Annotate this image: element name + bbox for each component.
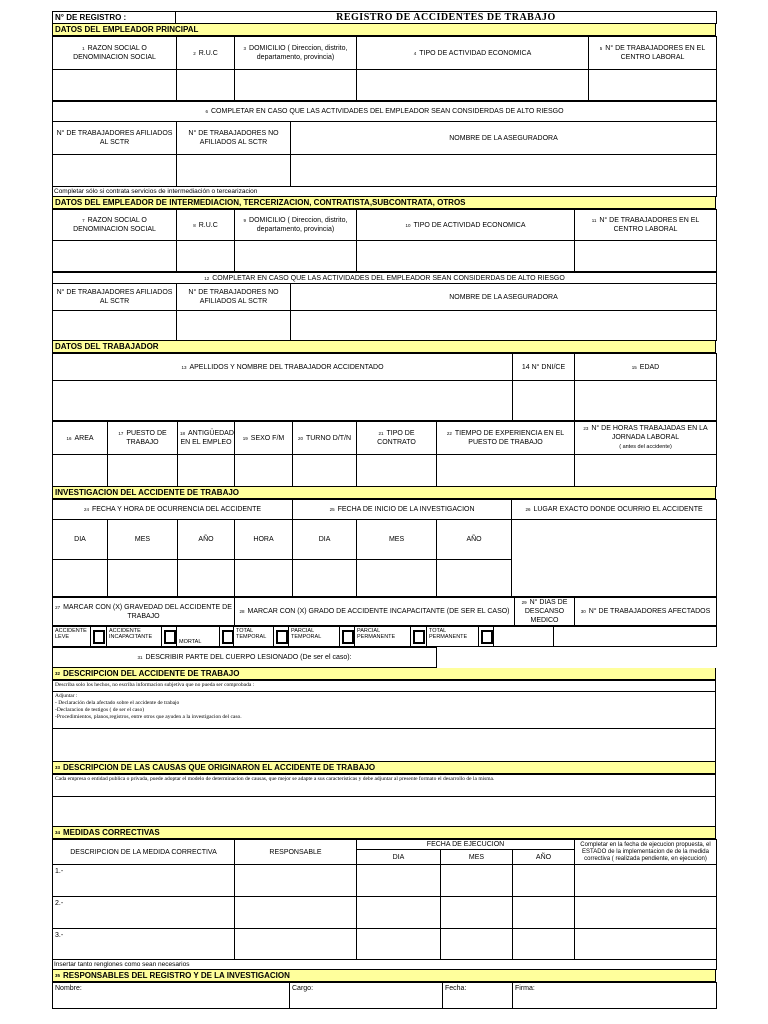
- section-title-investigacion: INVESTIGACION DEL ACCIDENTE DE TRABAJO: [52, 487, 716, 499]
- area-label: $^{16}$ AREA: [53, 422, 108, 455]
- afectados-label: $^{30}$ N° DE TRABAJADORES AFECTADOS: [575, 598, 717, 626]
- field-actividad: $^4$ TIPO DE ACTIVIDAD ECONOMICA: [357, 37, 589, 70]
- accident-register-form: [52, 11, 716, 1009]
- adjuntar-line-0: Adjuntar :: [55, 693, 78, 699]
- input-edad[interactable]: [575, 381, 717, 421]
- descripcion-table: [52, 680, 716, 762]
- section-title-descripcion: $^{32}$ DESCRIPCION DEL ACCIDENTE DE TRABAJO: [52, 668, 716, 680]
- contrato-label: $^{21}$ TIPO DE CONTRATO: [357, 422, 437, 455]
- dni-label: 14 N° DNI/CE: [513, 354, 575, 381]
- input-mes-1[interactable]: [441, 865, 513, 897]
- medida-anio-header: AÑO: [513, 850, 575, 865]
- input-sctr-afiliados[interactable]: [53, 155, 177, 187]
- input-estado-2[interactable]: [575, 897, 717, 929]
- aseguradora-label: NOMBRE DE LA ASEGURADORA: [291, 122, 717, 155]
- medida-row-1[interactable]: 1.-: [53, 865, 235, 897]
- input-aseguradora-2[interactable]: [291, 311, 717, 341]
- input-area[interactable]: [53, 455, 108, 487]
- checkbox-accidente-incapacitante[interactable]: [162, 627, 177, 647]
- checkbox-total-temporal-box[interactable]: [276, 630, 288, 644]
- input-hora[interactable]: [235, 560, 293, 597]
- section-title-intermediacion: DATOS DEL EMPLEADOR DE INTERMEDIACION, TERCERIZACION, CONTRATISTA,SUBCONTRATA, OTROS: [52, 197, 716, 209]
- input-afectados[interactable]: [554, 627, 717, 647]
- section-title-empleador-principal: DATOS DEL EMPLEADOR PRINCIPAL: [52, 24, 716, 36]
- fecha-ocurrencia-label: $^{24}$ FECHA Y HORA DE OCURRENCIA DEL ACCIDENTE: [53, 500, 293, 520]
- field-domicilio-2: $^9$ DOMICILIO ( Direccion, distrito, departamento, provincia): [235, 210, 357, 241]
- form-header: [52, 11, 717, 24]
- medida-row-2[interactable]: 2.-: [53, 897, 235, 929]
- empleador-alto-riesgo-table: [52, 101, 717, 197]
- input-anio-2[interactable]: [513, 897, 575, 929]
- col-anio: AÑO: [178, 520, 235, 560]
- adjuntar-line-1: - Declaración dela afectado sobre el accidente de trabajo: [55, 700, 180, 706]
- input-domicilio[interactable]: [235, 70, 357, 101]
- option-total-temporal: TOTAL TEMPORAL: [234, 627, 274, 647]
- medida-row-3[interactable]: 3.-: [53, 929, 235, 960]
- registro-label: N° DE REGISTRO :: [53, 12, 176, 24]
- field-num-trabajadores-2: $^{11}$ N° DE TRABAJADORES EN EL CENTRO LABORAL: [575, 210, 717, 241]
- checkbox-parcial-temporal[interactable]: [340, 627, 355, 647]
- input-responsable-1[interactable]: [235, 865, 357, 897]
- medidas-footnote: Insertar tanto renglones como sean necesarios: [53, 960, 717, 970]
- option-parcial-permanente: PARCIAL PERMANENTE: [355, 627, 411, 647]
- option-mortal: MORTAL: [177, 627, 220, 647]
- firma-field[interactable]: Firma:: [513, 983, 717, 1009]
- form-title: REGISTRO DE ACCIDENTES DE TRABAJO: [176, 12, 717, 24]
- medida-fecha-header: FECHA DE EJECUCION: [357, 840, 575, 850]
- cargo-field[interactable]: Cargo:: [290, 983, 443, 1009]
- input-mes-inicio[interactable]: [357, 560, 437, 597]
- adjuntar-line-2: -Declaracion de testigos ( de ser el caso): [55, 707, 145, 713]
- input-dni[interactable]: [513, 381, 575, 421]
- gravedad-table: [52, 597, 717, 626]
- field-domicilio: $^3$ DOMICILIO ( Direccion, distrito, departamento, provincia): [235, 37, 357, 70]
- causas-text: Cada empresa o entidad publica o privada, puede adoptar el modelo de determinacion de causas, que mejor se adapte a sus caracteristicas y debe adjuntar al presente formato el desarrollo de la misma.: [53, 775, 716, 797]
- sctr-no-afiliados-label-2: N° DE TRABAJADORES NO AFILIADOS AL SCTR: [177, 284, 291, 311]
- empleador-principal-table: [52, 36, 717, 101]
- input-num-trabajadores-2[interactable]: [575, 241, 717, 272]
- input-dia-2[interactable]: [357, 897, 441, 929]
- trabajador-table: [52, 353, 717, 421]
- responsables-table: [52, 982, 717, 1009]
- input-mes-2[interactable]: [441, 897, 513, 929]
- grado-label: $^{28}$ MARCAR CON (X) GRADO DE ACCIDENTE INCAPACITANTE (DE SER EL CASO): [235, 598, 515, 626]
- checkbox-incapacitante-box[interactable]: [164, 630, 176, 644]
- fecha-inicio-label: $^{25}$ FECHA DE INICIO DE LA INVESTIGACION: [293, 500, 512, 520]
- checkbox-parcial-temporal-box[interactable]: [342, 630, 354, 644]
- edad-label: $^{15}$ EDAD: [575, 354, 717, 381]
- section-title-trabajador: DATOS DEL TRABAJADOR: [52, 341, 716, 353]
- nombre-trabajador-label: $^{13}$ APELLIDOS Y NOMBRE DEL TRABAJADOR ACCIDENTADO: [53, 354, 513, 381]
- checkbox-total-permanente-box[interactable]: [481, 630, 493, 644]
- input-ruc[interactable]: [177, 70, 235, 101]
- field-razon-social: $^1$ RAZON SOCIAL O DENOMINACION SOCIAL: [53, 37, 177, 70]
- sexo-label: $^{19}$ SEXO F/M: [235, 422, 293, 455]
- input-sctr-afiliados-2[interactable]: [53, 311, 177, 341]
- input-mes[interactable]: [108, 560, 178, 597]
- input-ruc-2[interactable]: [177, 241, 235, 272]
- medida-descripcion-header: DESCRIPCION DE LA MEDIDA CORRECTIVA: [53, 840, 235, 865]
- input-actividad[interactable]: [357, 70, 589, 101]
- severity-options-table: [52, 626, 717, 647]
- checkbox-leve-box[interactable]: [93, 630, 105, 644]
- input-experiencia[interactable]: [437, 455, 575, 487]
- input-contrato[interactable]: [357, 455, 437, 487]
- checkbox-parcial-permanente-box[interactable]: [413, 630, 425, 644]
- input-puesto[interactable]: [108, 455, 178, 487]
- input-anio-inicio[interactable]: [437, 560, 512, 597]
- intermediacion-alto-riesgo-table: [52, 272, 717, 341]
- input-responsable-2[interactable]: [235, 897, 357, 929]
- input-razon-social[interactable]: [53, 70, 177, 101]
- lugar-label: $^{26}$ LUGAR EXACTO DONDE OCURRIO EL ACCIDENTE: [512, 500, 717, 520]
- input-dias-descanso[interactable]: [494, 627, 554, 647]
- aseguradora-label-2: NOMBRE DE LA ASEGURADORA: [291, 284, 717, 311]
- dias-descanso-label: $^{29}$ N° DIAS DE DESCANSO MEDICO: [515, 598, 575, 626]
- input-actividad-2[interactable]: [357, 241, 575, 272]
- intermediacion-table: [52, 209, 717, 272]
- checkbox-total-permanente[interactable]: [479, 627, 494, 647]
- field-num-trabajadores: $^5$ N° DE TRABAJADORES EN EL CENTRO LABORAL: [589, 37, 717, 70]
- col-hora: HORA: [235, 520, 293, 560]
- sctr-afiliados-label-2: N° DE TRABAJADORES AFILIADOS AL SCTR: [53, 284, 177, 311]
- input-sctr-no-afiliados[interactable]: [177, 155, 291, 187]
- col-dia-inicio: DIA: [293, 520, 357, 560]
- nombre-field[interactable]: Nombre:: [53, 983, 290, 1009]
- input-responsable-3[interactable]: [235, 929, 357, 960]
- field-ruc: $^2$ R.U.C: [177, 37, 235, 70]
- trabajador-detalle-table: [52, 421, 717, 487]
- alto-riesgo-label: $^6$ COMPLETAR EN CASO QUE LAS ACTIVIDADES DEL EMPLEADOR SEAN CONSIDERDAS DE ALTO RIESGO: [53, 102, 717, 122]
- medida-estado-header: Completar en la fecha de ejecucion propuesta, el ESTADO de la implementacion de de la medida correctiva ( realizada pendiente, en ejecucion): [575, 840, 717, 865]
- option-parcial-temporal: PARCIAL TEMPORAL: [289, 627, 340, 647]
- section-title-medidas: $^{34}$ MEDIDAS CORRECTIVAS: [52, 827, 716, 839]
- medida-responsable-header: RESPONSABLE: [235, 840, 357, 865]
- input-descripcion[interactable]: [53, 729, 716, 762]
- input-estado-3[interactable]: [575, 929, 717, 960]
- input-causas[interactable]: [53, 797, 716, 827]
- medidas-table: [52, 839, 717, 970]
- investigacion-table: [52, 499, 717, 597]
- checkbox-mortal-box[interactable]: [222, 630, 234, 644]
- input-mes-3[interactable]: [441, 929, 513, 960]
- descripcion-adjuntar[interactable]: [53, 692, 716, 729]
- input-anio[interactable]: [178, 560, 235, 597]
- field-razon-social-2: $^7$ RAZON SOCIAL O DENOMINACION SOCIAL: [53, 210, 177, 241]
- section-title-responsables: $^{35}$ RESPONSABLES DEL REGISTRO Y DE LA INVESTIGACION: [52, 970, 716, 982]
- input-cuerpo-lesionado[interactable]: [437, 648, 717, 668]
- gravedad-label: $^{27}$ MARCAR CON (X) GRAVEDAD DEL ACCIDENTE DE TRABAJO: [53, 598, 235, 626]
- intermediacion-footnote: Completar sólo si contrata servicios de intermediación o tercearizacion: [53, 187, 717, 197]
- cuerpo-table: [52, 647, 717, 668]
- input-domicilio-2[interactable]: [235, 241, 357, 272]
- alto-riesgo-label-2: $^{12}$ COMPLETAR EN CASO QUE LAS ACTIVIDADES DEL EMPLEADOR SEAN CONSIDERDAS DE ALTO RIESGO: [53, 273, 717, 284]
- col-mes-inicio: MES: [357, 520, 437, 560]
- input-num-trabajadores[interactable]: [589, 70, 717, 101]
- turno-label: $^{20}$ TURNO D/T/N: [293, 422, 357, 455]
- sctr-afiliados-label: N° DE TRABAJADORES AFILIADOS AL SCTR: [53, 122, 177, 155]
- input-antiguedad[interactable]: [178, 455, 235, 487]
- descripcion-instruction: Describa solo los hechos, no escriba informacion subjetiva que no pueda ser comprobada :: [53, 681, 716, 692]
- input-anio-1[interactable]: [513, 865, 575, 897]
- adjuntar-line-3: -Procedimientos, planos,registros, entre otros que ayuden a la investigacion del caso.: [55, 714, 242, 720]
- field-actividad-2: $^{10}$ TIPO DE ACTIVIDAD ECONOMICA: [357, 210, 575, 241]
- option-accidente-incapacitante: ACCIDENTE INCAPACITANTE: [107, 627, 162, 647]
- sctr-no-afiliados-label: N° DE TRABAJADORES NO AFILIADOS AL SCTR: [177, 122, 291, 155]
- horas-label: $^{23}$ N° DE HORAS TRABAJADAS EN LA JORNADA LABORAL ( antes del accidente): [575, 422, 717, 455]
- input-turno[interactable]: [293, 455, 357, 487]
- antiguedad-label: $^{18}$ ANTIGÜEDAD EN EL EMPLEO: [178, 422, 235, 455]
- input-dia-inicio[interactable]: [293, 560, 357, 597]
- input-horas[interactable]: [575, 455, 717, 487]
- col-dia: DIA: [53, 520, 108, 560]
- input-lugar[interactable]: [512, 520, 717, 597]
- checkbox-mortal[interactable]: [220, 627, 234, 647]
- cuerpo-lesionado-label: $^{31}$ DESCRIBIR PARTE DEL CUERPO LESIONADO (De ser el caso):: [53, 648, 437, 668]
- input-dia-1[interactable]: [357, 865, 441, 897]
- medida-mes-header: MES: [441, 850, 513, 865]
- col-mes: MES: [108, 520, 178, 560]
- input-sexo[interactable]: [235, 455, 293, 487]
- input-dia[interactable]: [53, 560, 108, 597]
- causas-table: [52, 774, 716, 827]
- puesto-label: $^{17}$ PUESTO DE TRABAJO: [108, 422, 178, 455]
- medida-dia-header: DIA: [357, 850, 441, 865]
- input-estado-1[interactable]: [575, 865, 717, 897]
- option-total-permanente: TOTAL PERMANENTE: [427, 627, 479, 647]
- input-razon-social-2[interactable]: [53, 241, 177, 272]
- experiencia-label: $^{22}$ TIEMPO DE EXPERIENCIA EN EL PUESTO DE TRABAJO: [437, 422, 575, 455]
- checkbox-accidente-leve[interactable]: [91, 627, 107, 647]
- input-sctr-no-afiliados-2[interactable]: [177, 311, 291, 341]
- fecha-field[interactable]: Fecha:: [443, 983, 513, 1009]
- input-nombre-trabajador[interactable]: [53, 381, 513, 421]
- col-anio-inicio: AÑO: [437, 520, 512, 560]
- input-anio-3[interactable]: [513, 929, 575, 960]
- field-ruc-2: $^8$ R.U.C: [177, 210, 235, 241]
- checkbox-total-temporal[interactable]: [274, 627, 289, 647]
- section-title-causas: $^{33}$ DESCRIPCION DE LAS CAUSAS QUE ORIGINARON EL ACCIDENTE DE TRABAJO: [52, 762, 716, 774]
- input-dia-3[interactable]: [357, 929, 441, 960]
- checkbox-parcial-permanente[interactable]: [411, 627, 427, 647]
- input-aseguradora[interactable]: [291, 155, 717, 187]
- option-accidente-leve: ACCIDENTE LEVE: [53, 627, 91, 647]
